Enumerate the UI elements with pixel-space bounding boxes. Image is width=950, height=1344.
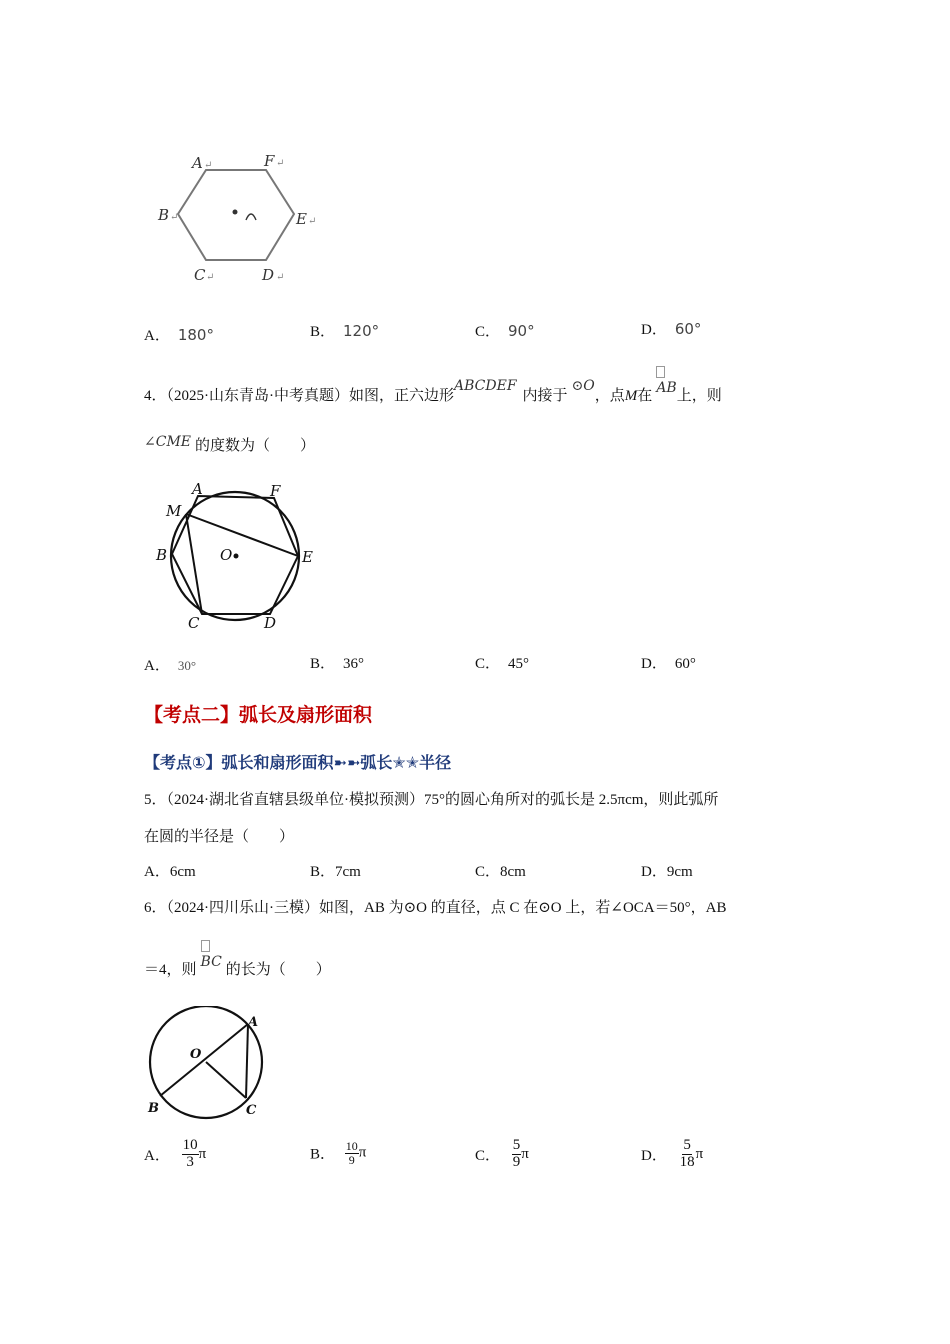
section-title: 【考点二】弧长及扇形面积 xyxy=(144,704,373,726)
q3-return-mark: ↵ xyxy=(308,216,317,227)
q3-label-b: B xyxy=(158,206,170,224)
option-value: 45° xyxy=(508,656,530,672)
q3-option-d[interactable] xyxy=(641,318,701,339)
q5-option-c[interactable] xyxy=(475,860,526,881)
q4-option-d[interactable] xyxy=(641,652,696,673)
subsection-title: 【考点①】弧长和扇形面积➼➼弧长✭✭半径 xyxy=(144,753,452,772)
option-letter: D． xyxy=(641,656,667,672)
q4-label-o: O xyxy=(220,546,233,564)
q4-label-d: D xyxy=(264,614,277,632)
option-value: 6cm xyxy=(169,864,196,880)
q6-line2-post: 的长为（ ） xyxy=(225,962,331,978)
q3-return-mark: ↵ xyxy=(170,212,179,223)
q4-label-m: M xyxy=(166,502,182,520)
option-value: 36° xyxy=(343,656,365,672)
fraction xyxy=(182,1138,199,1171)
q6-option-a[interactable] xyxy=(144,1138,206,1171)
option-letter: C． xyxy=(475,1147,501,1164)
arc-mark xyxy=(656,366,665,378)
option-letter: C． xyxy=(475,656,501,672)
q3-option-a[interactable] xyxy=(144,324,214,345)
option-value: 7cm xyxy=(335,864,361,880)
q3-center-mark xyxy=(246,214,256,220)
q4-inscribed-hexagon-figure xyxy=(150,478,330,634)
q3-center-dot xyxy=(233,210,238,215)
q4-option-b[interactable] xyxy=(310,652,364,673)
q3-return-mark: ↵ xyxy=(204,160,213,171)
q5-question-line1: 5．（2024·湖北省直辖县级单位·模拟预测）75°的圆心角所对的弧长是 2.5πcm，则此弧所 xyxy=(144,792,719,808)
q4-point-m: M xyxy=(624,388,638,404)
q4-text-then: 上，则 xyxy=(676,388,722,404)
arc-mark xyxy=(201,940,210,952)
q3-label-a: A xyxy=(192,154,203,172)
option-value: 60° xyxy=(674,320,702,338)
numerator: 5 xyxy=(683,1137,691,1153)
fraction xyxy=(679,1138,696,1171)
q6-line2-pre: ＝4，则 xyxy=(144,962,197,978)
q4-question-line1 xyxy=(144,378,722,405)
q3-label-e: E xyxy=(296,210,307,228)
pi-symbol: π xyxy=(358,1144,367,1161)
pi-symbol: π xyxy=(198,1145,207,1162)
q6-question-line2 xyxy=(144,954,331,979)
q6-circle-figure xyxy=(140,1006,270,1124)
fraction xyxy=(345,1140,359,1166)
q6-option-c[interactable] xyxy=(475,1138,529,1171)
option-letter: A． xyxy=(144,658,170,674)
option-letter: B． xyxy=(310,324,336,340)
q4-text-on: 在 xyxy=(637,388,653,404)
q3-return-mark: ↵ xyxy=(276,158,285,169)
option-letter: D． xyxy=(641,1147,667,1164)
option-letter: C． xyxy=(475,324,501,340)
q3-return-mark: ↵ xyxy=(206,272,215,283)
option-letter: D． xyxy=(641,864,667,880)
numerator: 5 xyxy=(512,1137,521,1153)
pi-symbol: π xyxy=(521,1145,529,1162)
q6-option-b[interactable] xyxy=(310,1140,366,1166)
q4-question-line2 xyxy=(144,434,315,455)
q4-arc-label: AB xyxy=(656,380,677,396)
q4-option-c[interactable] xyxy=(475,652,529,673)
option-letter: B． xyxy=(310,1146,336,1163)
q6-label-o: O xyxy=(190,1047,202,1062)
denominator: 9 xyxy=(512,1153,521,1170)
q4-label-a: A xyxy=(192,480,203,498)
option-letter: D． xyxy=(641,322,667,338)
q3-hexagon-figure xyxy=(150,148,330,288)
q4-label-e: E xyxy=(302,548,313,566)
q4-number: 4． xyxy=(144,388,167,404)
q3-return-mark: ↵ xyxy=(276,272,285,283)
denominator: 9 xyxy=(348,1152,355,1167)
q3-label-c: C xyxy=(194,266,206,284)
q6-segment-oc xyxy=(206,1062,246,1098)
option-value: 120° xyxy=(343,322,380,340)
q4-label-b: B xyxy=(156,546,168,564)
option-value: 9cm xyxy=(666,864,693,880)
option-value: 30° xyxy=(177,658,197,673)
option-letter: A． xyxy=(144,328,170,344)
option-value: 8cm xyxy=(500,864,526,880)
q4-text-point: ，点 xyxy=(594,388,625,404)
q4-circle: ⊙O xyxy=(571,378,595,394)
q4-center-dot xyxy=(234,554,239,559)
option-value: 90° xyxy=(508,322,535,340)
fraction xyxy=(512,1138,522,1171)
pi-symbol: π xyxy=(695,1145,704,1162)
numerator: 10 xyxy=(345,1139,358,1153)
option-letter: B． xyxy=(310,656,336,672)
q5-option-b[interactable] xyxy=(310,860,361,881)
q3-option-b[interactable] xyxy=(310,320,379,341)
q6-label-c: C xyxy=(246,1103,257,1118)
q4-label-f: F xyxy=(270,482,281,500)
q6-option-d[interactable] xyxy=(641,1138,703,1171)
q6-segment-ac xyxy=(246,1024,248,1098)
q4-segment-me xyxy=(186,514,298,556)
denominator: 18 xyxy=(679,1153,695,1170)
q6-question-line1: 6．（2024·四川乐山·三模）如图，AB 为⊙O 的直径，点 C 在⊙O 上，若∠OCA＝50°，AB xyxy=(144,900,727,916)
q3-option-c[interactable] xyxy=(475,320,535,341)
q6-arc-bc xyxy=(201,954,222,970)
option-letter: A． xyxy=(144,864,170,880)
q4-source: （2025·山东青岛·中考真题）如图，正六边形 xyxy=(166,388,455,404)
option-letter: C． xyxy=(475,864,501,880)
q4-option-a[interactable] xyxy=(144,654,196,675)
q4-hexagon-name: ABCDEF xyxy=(454,378,517,394)
option-value: 180° xyxy=(177,326,214,344)
q5-question-line2: 在圆的半径是（ ） xyxy=(144,829,295,845)
q3-label-f: F xyxy=(264,152,275,170)
q6-label-b: B xyxy=(148,1101,159,1116)
q4-arc-ab xyxy=(656,380,676,396)
option-letter: B． xyxy=(310,864,336,880)
option-letter: A． xyxy=(144,1147,170,1164)
q6-label-a: A xyxy=(248,1015,259,1030)
q5-option-a[interactable] xyxy=(144,860,196,881)
q3-hexagon xyxy=(178,170,294,260)
numerator: 10 xyxy=(182,1137,198,1153)
q4-text-inscribed: 内接于 xyxy=(522,388,568,404)
q3-label-d: D xyxy=(262,266,275,284)
q6-diameter-ab xyxy=(160,1024,248,1096)
q4-question-tail: 的度数为（ ） xyxy=(195,438,316,454)
option-value: 60° xyxy=(674,656,696,672)
q4-angle: ∠CME xyxy=(144,434,191,450)
q4-label-c: C xyxy=(188,614,200,632)
denominator: 3 xyxy=(186,1153,194,1170)
q5-option-d[interactable] xyxy=(641,860,693,881)
q6-arc-label: BC xyxy=(200,954,222,970)
